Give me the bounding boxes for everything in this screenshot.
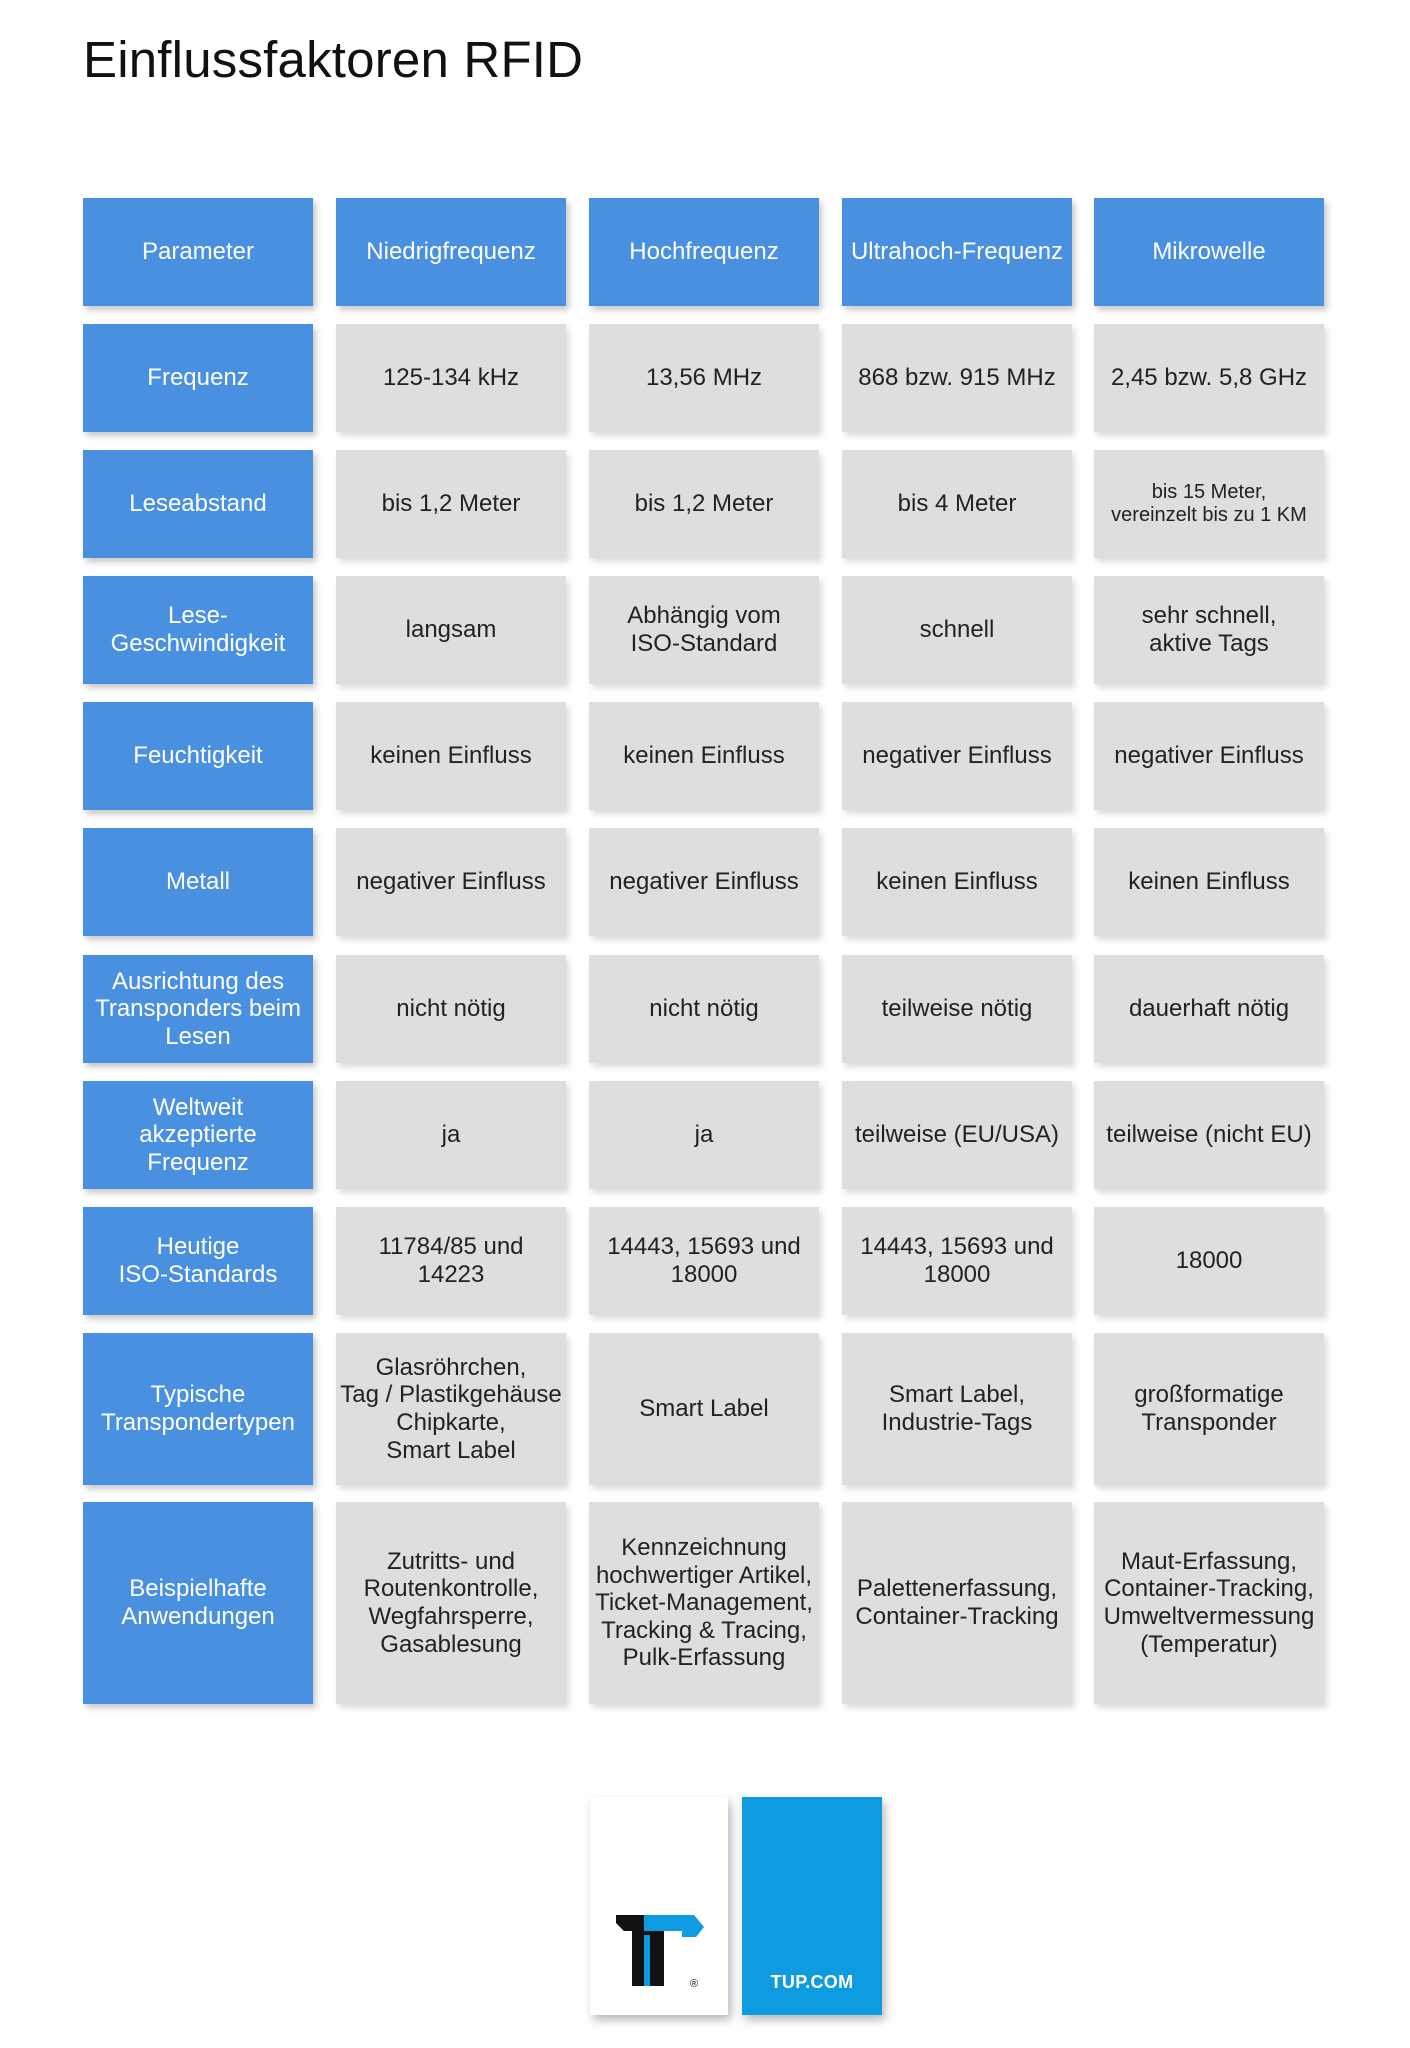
table-cell: Zutritts- und Routenkontrolle, Wegfahrsperre, Gasablesung <box>336 1502 566 1704</box>
table-cell: bis 1,2 Meter <box>589 450 819 558</box>
table-cell: schnell <box>842 576 1072 684</box>
tup-logo <box>590 1797 882 2015</box>
table-cell: 14443, 15693 und 18000 <box>842 1207 1072 1315</box>
page-title: Einflussfaktoren RFID <box>83 31 584 88</box>
table-cell: Palettenerfassung, Container-Tracking <box>842 1502 1072 1704</box>
table-cell: negativer Einfluss <box>336 828 566 936</box>
table-cell: 18000 <box>1094 1207 1324 1315</box>
row-header: Ausrichtung des Transponders beim Lesen <box>83 955 313 1063</box>
table-cell: bis 4 Meter <box>842 450 1072 558</box>
table-cell: 868 bzw. 915 MHz <box>842 324 1072 432</box>
table-cell: teilweise (nicht EU) <box>1094 1081 1324 1189</box>
table-cell: keinen Einfluss <box>1094 828 1324 936</box>
table-cell: nicht nötig <box>336 955 566 1063</box>
row-header: Feuchtigkeit <box>83 702 313 810</box>
table-cell: keinen Einfluss <box>842 828 1072 936</box>
table-cell: langsam <box>336 576 566 684</box>
table-cell: sehr schnell, aktive Tags <box>1094 576 1324 684</box>
table-cell: Maut-Erfassung, Container-Tracking, Umweltvermessung (Temperatur) <box>1094 1502 1324 1704</box>
table-cell: Smart Label <box>589 1333 819 1485</box>
column-header: Parameter <box>83 198 313 306</box>
column-header: Mikrowelle <box>1094 198 1324 306</box>
table-cell: Abhängig vom ISO-Standard <box>589 576 819 684</box>
table-cell: 13,56 MHz <box>589 324 819 432</box>
table-cell: 2,45 bzw. 5,8 GHz <box>1094 324 1324 432</box>
logo-blue-panel <box>742 1797 882 2015</box>
row-header: Weltweit akzeptierte Frequenz <box>83 1081 313 1189</box>
row-header: Metall <box>83 828 313 936</box>
row-header: Beispielhafte Anwendungen <box>83 1502 313 1704</box>
table-cell: bis 1,2 Meter <box>336 450 566 558</box>
table-cell: bis 15 Meter, vereinzelt bis zu 1 KM <box>1094 450 1324 558</box>
table-cell: ja <box>589 1081 819 1189</box>
table-cell: Smart Label, Industrie-Tags <box>842 1333 1072 1485</box>
logo-text: TUP.COM <box>770 1972 854 1992</box>
column-header: Hochfrequenz <box>589 198 819 306</box>
column-header: Niedrigfrequenz <box>336 198 566 306</box>
table-cell: nicht nötig <box>589 955 819 1063</box>
table-cell: negativer Einfluss <box>842 702 1072 810</box>
row-header: Lese- Geschwindigkeit <box>83 576 313 684</box>
row-header: Frequenz <box>83 324 313 432</box>
column-header: Ultrahoch-Frequenz <box>842 198 1072 306</box>
row-header: Heutige ISO-Standards <box>83 1207 313 1315</box>
t-logo-icon <box>610 1901 710 2001</box>
table-cell: 11784/85 und 14223 <box>336 1207 566 1315</box>
logo-white-panel <box>590 1797 728 2015</box>
table-cell: dauerhaft nötig <box>1094 955 1324 1063</box>
row-header: Typische Transpondertypen <box>83 1333 313 1485</box>
table-cell: negativer Einfluss <box>1094 702 1324 810</box>
table-cell: keinen Einfluss <box>589 702 819 810</box>
table-cell: teilweise nötig <box>842 955 1072 1063</box>
table-cell: teilweise (EU/USA) <box>842 1081 1072 1189</box>
row-header: Leseabstand <box>83 450 313 558</box>
registered-mark: ® <box>690 1978 699 1990</box>
table-cell: ja <box>336 1081 566 1189</box>
table-cell: negativer Einfluss <box>589 828 819 936</box>
table-cell: 125-134 kHz <box>336 324 566 432</box>
table-cell: 14443, 15693 und 18000 <box>589 1207 819 1315</box>
table-cell: Glasröhrchen, Tag / Plastikgehäuse Chipkarte, Smart Label <box>336 1333 566 1485</box>
table-cell: großformatige Transponder <box>1094 1333 1324 1485</box>
table-cell: Kennzeichnung hochwertiger Artikel, Ticket-Management, Tracking & Tracing, Pulk-Erfassung <box>589 1502 819 1704</box>
table-cell: keinen Einfluss <box>336 702 566 810</box>
